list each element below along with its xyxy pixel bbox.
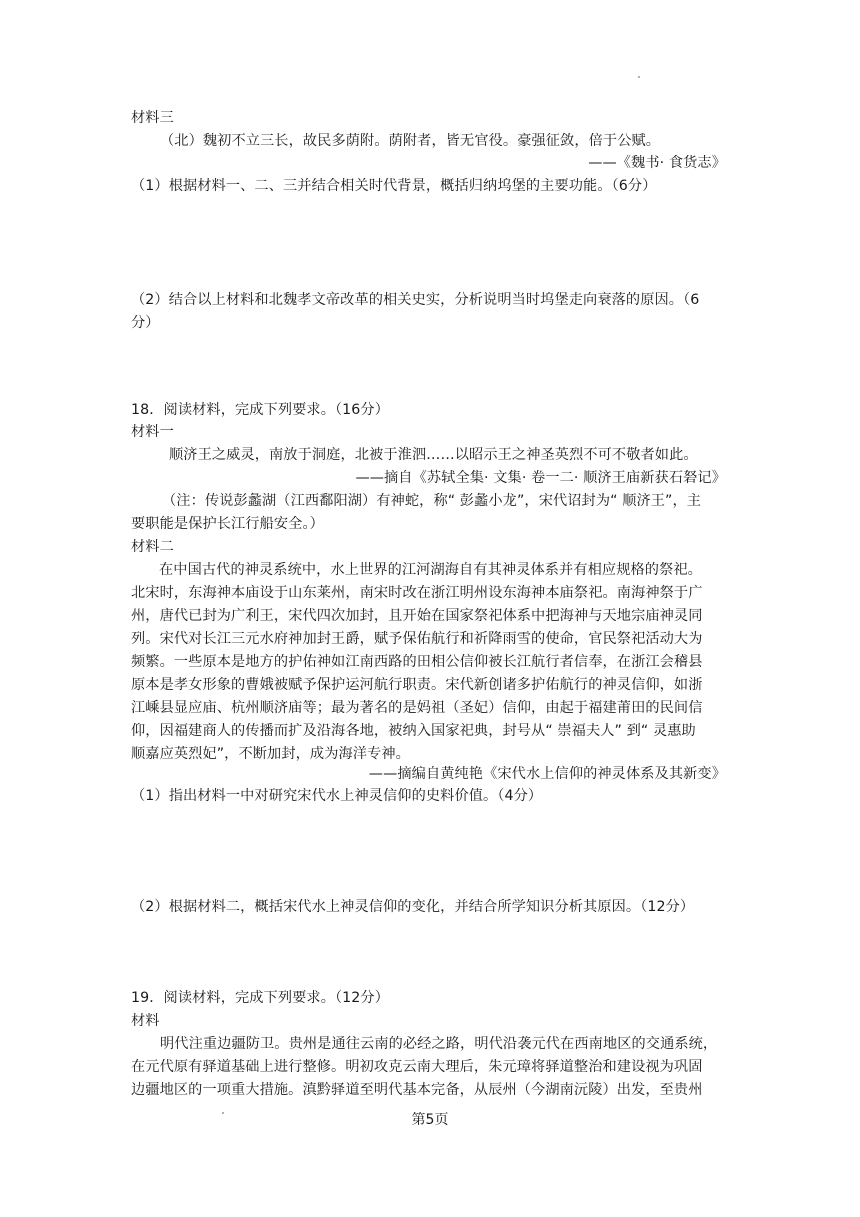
material2-line: 北宋时，东海神本庙设于山东莱州，南宋时改在浙江明州设东海神本庙祭祀。南海神祭于广 (131, 585, 703, 601)
note-line2: 要职能是保护长江行船安全。） (131, 516, 324, 532)
question-18-2: （2）根据材料二，概括宋代水上神灵信仰的变化，并结合所学知识分析其原因。（12分） (131, 899, 695, 915)
material-line: 边疆地区的一项重大措施。滇黔驿道至明代基本完备，从辰州（今湖南沅陵）出发，至贵州 (131, 1082, 703, 1098)
material-label: 材料 (131, 1013, 160, 1029)
material-line: 明代注重边疆防卫。贵州是通往云南的必经之路，明代沿袭元代在西南地区的交通系统， (160, 1036, 718, 1052)
question-19-heading: 19．阅读材料，完成下列要求。（12分） (131, 990, 390, 1006)
material2-line: 列。宋代对长江三元水府神加封王爵，赋予保佑航行和祈降雨雪的使命，官民祭祀活动大为 (131, 631, 703, 647)
material2-line: 州，唐代已封为广利王，宋代四次加封，且开始在国家祭祀体系中把海神与天地宗庙神灵同 (131, 608, 703, 624)
material2-line: 频繁。一些原本是地方的护佑神如江南西路的田相公信仰被长江航行者信奉，在浙江会稽县 (131, 654, 703, 670)
material1-text: 顺济王之威灵，南放于洞庭，北被于淮泗……以昭示王之神圣英烈不可不敬者如此。 (169, 447, 698, 463)
material2-label: 材料二 (131, 539, 174, 555)
material2-line: 顺嘉应英烈妃”，不断加封，成为海洋专神。 (131, 746, 410, 762)
material2-line: 江嵊县显应庙、杭州顺济庙等；最为著名的是妈祖（圣妃）信仰，由起于福建莆田的民间信 (131, 700, 703, 716)
material3-source: ——《魏书· 食货志》 (588, 155, 726, 171)
question-17-2-line1: （2）结合以上材料和北魏孝文帝改革的相关史实，分析说明当时坞堡走向衰落的原因。（6 (131, 292, 700, 308)
material2-line: 在中国古代的神灵系统中，水上世界的江河湖海自有其神灵体系并有相应规格的祭祀。 (159, 562, 702, 578)
question-17-2-line2: 分） (131, 315, 160, 331)
page-number: 第5页 (411, 1112, 449, 1128)
question-17-1: （1）根据材料一、二、三并结合相关时代背景，概括归纳坞堡的主要功能。（6分） (131, 178, 657, 194)
material2-line: 原本是孝女形象的曹娥被赋予保护运河航行职责。宋代新创诸多护佑航行的神灵信仰，如浙 (131, 677, 703, 693)
question-18-1: （1）指出材料一中对研究宋代水上神灵信仰的史料价值。（4分） (131, 788, 543, 804)
material2-line: 仰，因福建商人的传播而扩及沿海各地，被纳入国家祀典，封号从“ 崇福夫人” 到“ 灵惠助 (131, 723, 696, 739)
material1-label: 材料一 (131, 424, 174, 440)
material2-source: ——摘编自黄纯艳《宋代水上信仰的神灵体系及其新变》 (368, 766, 726, 782)
material1-source: ——摘自《苏轼全集· 文集· 卷一二· 顺济王庙新获石砮记》 (355, 470, 726, 486)
question-18-heading: 18．阅读材料，完成下列要求。（16分） (131, 402, 390, 418)
material3-text: （北）魏初不立三长，故民多荫附。荫附者，皆无官役。豪强征敛，倍于公赋。 (160, 133, 661, 149)
material-line: 在元代原有驿道基础上进行整修。明初攻克云南大理后，朱元璋将驿道整治和建设视为巩固 (131, 1059, 703, 1075)
material3-label: 材料三 (131, 110, 174, 126)
note-line1: （注：传说彭蠡湖（江西鄱阳湖）有神蛇，称“ 彭蠡小龙”，宋代诏封为“ 顺济王”，主 (162, 493, 702, 509)
scan-dot-top (638, 76, 640, 78)
